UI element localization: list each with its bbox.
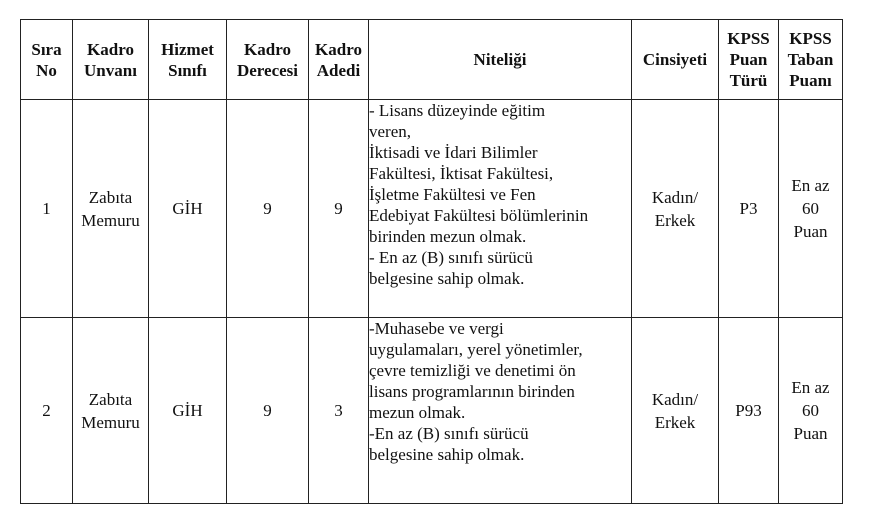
cell-hizmet-sinifi: GİH — [149, 100, 227, 318]
header-hizmet-sinifi: Hizmet Sınıfı — [149, 20, 227, 100]
cell-niteligi: -Muhasebe ve vergi uygulamaları, yerel yönetimler, çevre temizliği ve denetimi ön lisans programlarının birinden mezun olmak. -En az (B) sınıfı sürücü belgesine sahip olmak. — [369, 318, 632, 504]
cell-kadro-unvani: Zabıta Memuru — [73, 100, 149, 318]
cell-kadro-derecesi: 9 — [227, 100, 309, 318]
table-row — [21, 318, 843, 504]
cell-sira-no: 2 — [21, 318, 73, 504]
header-kpss-taban-puani: KPSS Taban Puanı — [779, 20, 843, 100]
cell-sira-no: 1 — [21, 100, 73, 318]
header-cinsiyeti: Cinsiyeti — [632, 20, 719, 100]
cell-kpss-taban-puani: En az 60 Puan — [779, 100, 843, 318]
header-kpss-puan-turu: KPSS Puan Türü — [719, 20, 779, 100]
cell-niteligi: - Lisans düzeyinde eğitim veren, İktisadi ve İdari Bilimler Fakültesi, İktisat Fakültesi, İşletme Fakültesi ve Fen Edebiyat Fakültesi bölümlerinin birinden mezun olmak. - En az (B) sınıfı sürücü belgesine sahip olmak. — [369, 100, 632, 318]
cell-kpss-puan-turu: P3 — [719, 100, 779, 318]
cell-kadro-adedi: 3 — [309, 318, 369, 504]
header-kadro-adedi: Kadro Adedi — [309, 20, 369, 100]
cell-kadro-derecesi: 9 — [227, 318, 309, 504]
header-niteligi: Niteliği — [369, 20, 632, 100]
cell-kadro-adedi: 9 — [309, 100, 369, 318]
header-kadro-unvani: Kadro Unvanı — [73, 20, 149, 100]
cell-cinsiyeti: Kadın/ Erkek — [632, 100, 719, 318]
header-row — [21, 20, 843, 100]
table-row — [21, 100, 843, 318]
positions-table — [20, 19, 843, 504]
header-sira-no: Sıra No — [21, 20, 73, 100]
cell-kpss-puan-turu: P93 — [719, 318, 779, 504]
cell-hizmet-sinifi: GİH — [149, 318, 227, 504]
cell-kpss-taban-puani: En az 60 Puan — [779, 318, 843, 504]
cell-kadro-unvani: Zabıta Memuru — [73, 318, 149, 504]
header-kadro-derecesi: Kadro Derecesi — [227, 20, 309, 100]
cell-cinsiyeti: Kadın/ Erkek — [632, 318, 719, 504]
